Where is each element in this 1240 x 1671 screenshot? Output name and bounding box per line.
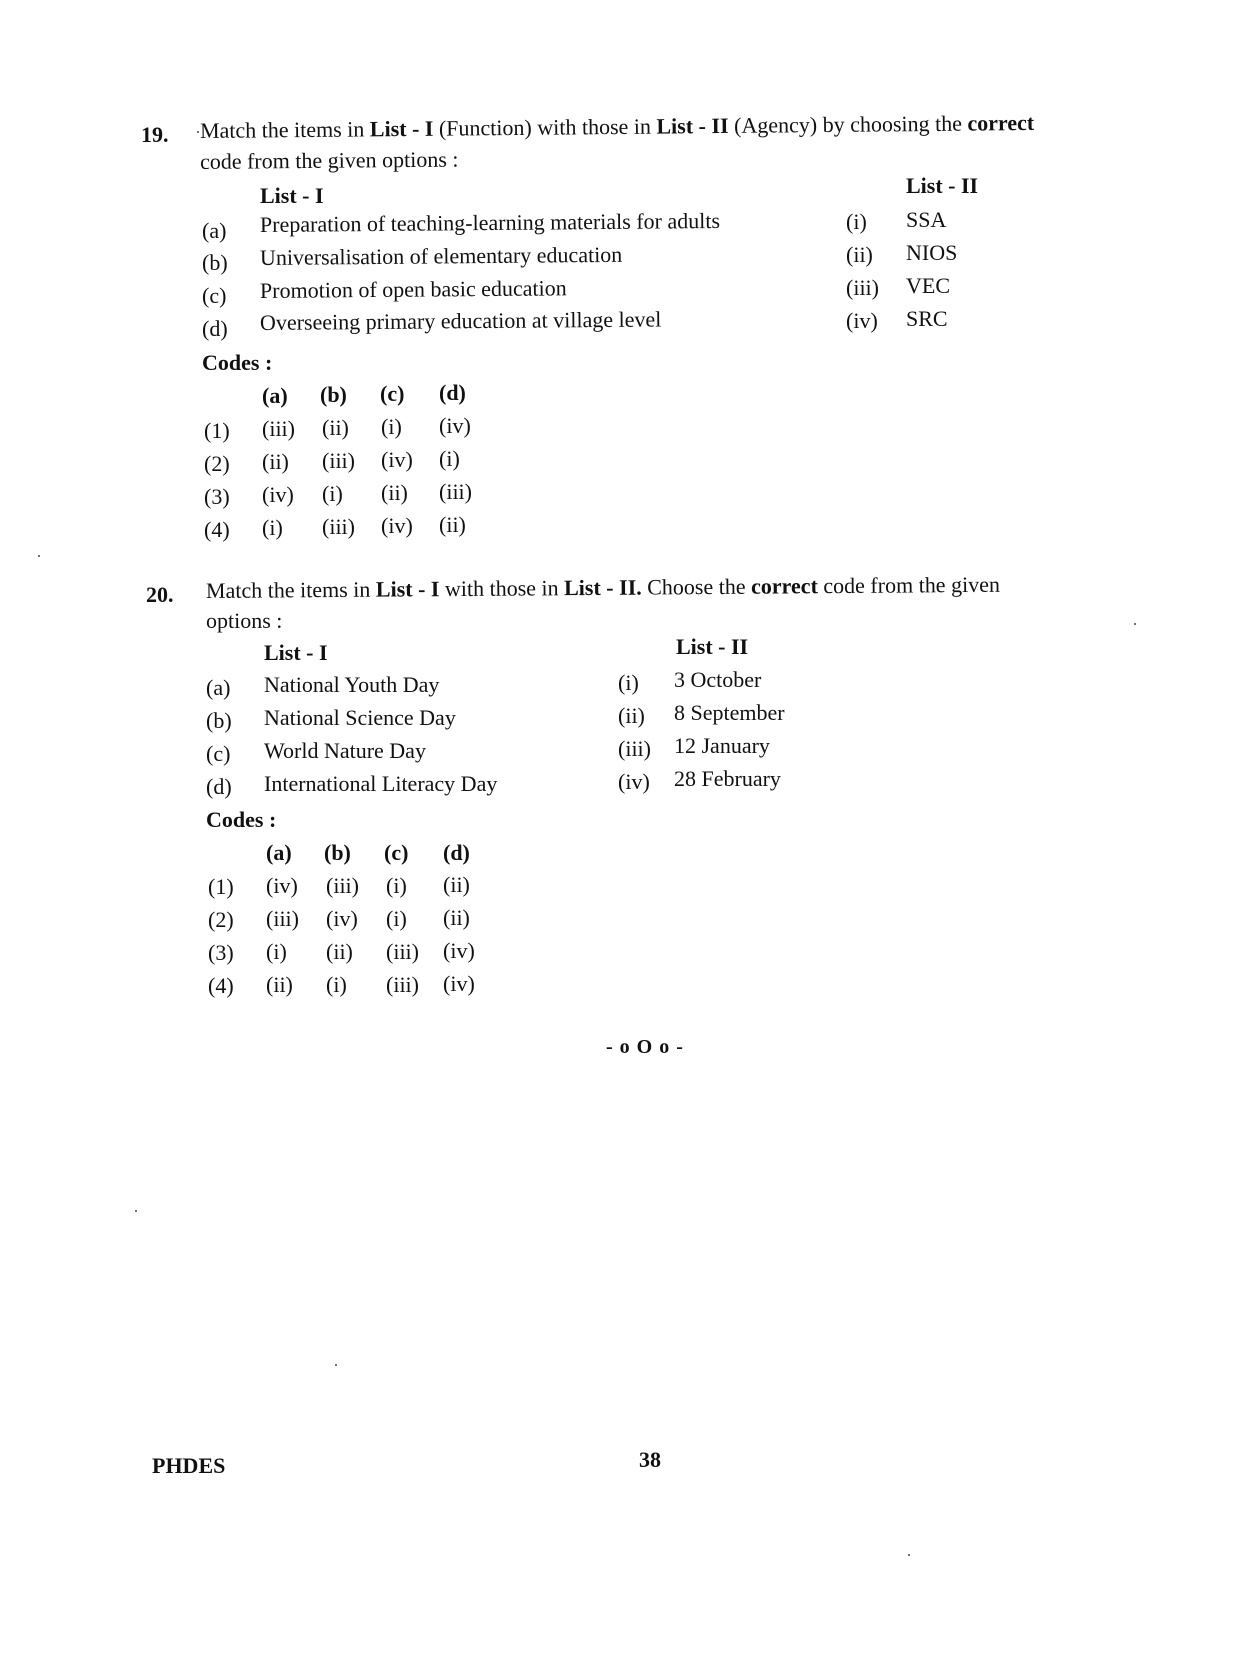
code-cell: (iii) <box>322 448 355 473</box>
list-1-item-tag: (c) <box>206 741 231 766</box>
list-1-item-tag: (d) <box>202 316 228 341</box>
scan-speck <box>135 1210 137 1212</box>
list-2-item-text: 8 September <box>674 700 785 725</box>
code-option-number: (3) <box>204 484 230 509</box>
code-cell: (ii) <box>262 449 289 474</box>
question-text-line-2: code from the given options : <box>199 146 459 174</box>
code-cell: (ii) <box>443 905 470 930</box>
codes-label: Codes : <box>202 350 273 375</box>
list-2-item-text: VEC <box>906 273 950 298</box>
code-cell: (i) <box>381 414 402 439</box>
list-2-item-text: 12 January <box>674 733 770 758</box>
code-cell: (i) <box>386 906 407 931</box>
code-cell: (ii) <box>443 872 470 897</box>
code-option-number: (1) <box>204 418 230 443</box>
list-1-item-tag: (b) <box>206 708 232 733</box>
code-cell: (i) <box>322 481 343 506</box>
code-cell: (ii) <box>322 415 349 440</box>
question-text-line-1: Match the items in List - I with those in List - II. Choose the correct code from the given <box>205 571 1001 603</box>
list-1-item-text: National Science Day <box>264 705 456 730</box>
code-cell: (ii) <box>326 939 353 964</box>
code-column-head: (a) <box>262 383 288 408</box>
list-2-heading: List - II <box>676 634 749 659</box>
list-1-heading: List - I <box>264 640 328 665</box>
list-1-item-text: Preparation of teaching-learning materials for adults <box>259 207 721 237</box>
code-column-head: (c) <box>384 840 409 865</box>
list-2-item-tag: (iii) <box>618 736 651 761</box>
list-1-item-tag: (a) <box>206 675 231 700</box>
list-2-item-tag: (i) <box>846 209 867 234</box>
codes-label: Codes : <box>206 807 277 832</box>
code-option-number: (3) <box>208 940 234 965</box>
code-cell: (iii) <box>322 514 355 539</box>
code-cell: (i) <box>386 873 407 898</box>
code-cell: (ii) <box>381 480 408 505</box>
code-cell: (i) <box>439 446 460 471</box>
code-cell: (iii) <box>386 972 419 997</box>
code-column-head: (a) <box>266 840 292 865</box>
list-2-item-text: NIOS <box>906 240 958 265</box>
end-of-section-mark: - o O o - <box>606 1036 684 1058</box>
code-option-number: (1) <box>208 874 234 899</box>
list-2-item-text: SRC <box>906 306 948 331</box>
question-text-line-1: Match the items in List - I (Function) with those in List - II (Agency) by choosing the correct <box>199 109 1035 143</box>
list-1-item-tag: (c) <box>202 283 227 308</box>
scan-speck <box>908 1554 910 1556</box>
list-2-item-tag: (iii) <box>846 275 879 300</box>
code-cell: (iii) <box>386 939 419 964</box>
list-2-item-text: 28 February <box>674 766 781 791</box>
list-1-item-text: Universalisation of elementary education <box>259 241 623 270</box>
code-column-head: (d) <box>439 380 466 405</box>
paper-code: PHDES <box>152 1453 226 1478</box>
code-option-number: (2) <box>208 907 234 932</box>
code-column-head: (b) <box>324 840 351 865</box>
list-1-item-text: International Literacy Day <box>264 771 498 796</box>
code-column-head: (b) <box>320 382 347 407</box>
list-2-item-tag: (iv) <box>846 308 878 333</box>
scan-speck <box>1134 623 1136 625</box>
code-option-number: (2) <box>204 451 230 476</box>
code-cell: (iv) <box>443 938 475 963</box>
scan-speck <box>197 131 199 133</box>
code-cell: (iv) <box>326 906 358 931</box>
page-number: 38 <box>639 1447 661 1472</box>
list-2-item-text: SSA <box>906 207 947 232</box>
list-2-item-text: 3 October <box>674 667 762 692</box>
list-1-item-text: Promotion of open basic education <box>259 275 567 303</box>
code-cell: (iii) <box>326 873 359 898</box>
list-1-item-text: National Youth Day <box>264 672 440 697</box>
code-cell: (iv) <box>262 482 294 507</box>
list-1-item-tag: (d) <box>206 774 232 799</box>
list-2-item-tag: (ii) <box>846 242 873 267</box>
code-option-number: (4) <box>204 517 230 542</box>
list-1-item-tag: (a) <box>202 218 227 243</box>
code-cell: (iv) <box>266 873 298 898</box>
scan-speck <box>335 1364 337 1366</box>
list-2-item-tag: (iv) <box>618 769 650 794</box>
question-number: 20. <box>146 582 174 607</box>
list-1-item-text: Overseeing primary education at village level <box>259 306 662 335</box>
scan-speck <box>38 555 40 557</box>
code-cell: (ii) <box>439 512 466 537</box>
code-cell: (i) <box>326 972 347 997</box>
question-text-line-2: options : <box>206 608 283 633</box>
list-1-item-tag: (b) <box>202 250 228 275</box>
code-cell: (iii) <box>439 479 472 504</box>
code-cell: (iv) <box>439 413 471 438</box>
code-cell: (iv) <box>381 513 413 538</box>
code-cell: (iv) <box>381 447 413 472</box>
code-cell: (iv) <box>443 971 475 996</box>
list-2-item-tag: (i) <box>618 670 639 695</box>
code-option-number: (4) <box>208 973 234 998</box>
code-cell: (ii) <box>266 972 293 997</box>
code-cell: (i) <box>266 939 287 964</box>
list-2-item-tag: (ii) <box>618 703 645 728</box>
list-1-heading: List - I <box>260 183 324 208</box>
code-cell: (iii) <box>262 416 295 441</box>
code-column-head: (d) <box>443 840 470 865</box>
list-1-item-text: World Nature Day <box>264 738 426 763</box>
code-column-head: (c) <box>380 381 405 406</box>
question-number: 19. <box>141 122 169 147</box>
code-cell: (iii) <box>266 906 299 931</box>
code-cell: (i) <box>262 515 283 540</box>
list-2-heading: List - II <box>906 173 979 198</box>
